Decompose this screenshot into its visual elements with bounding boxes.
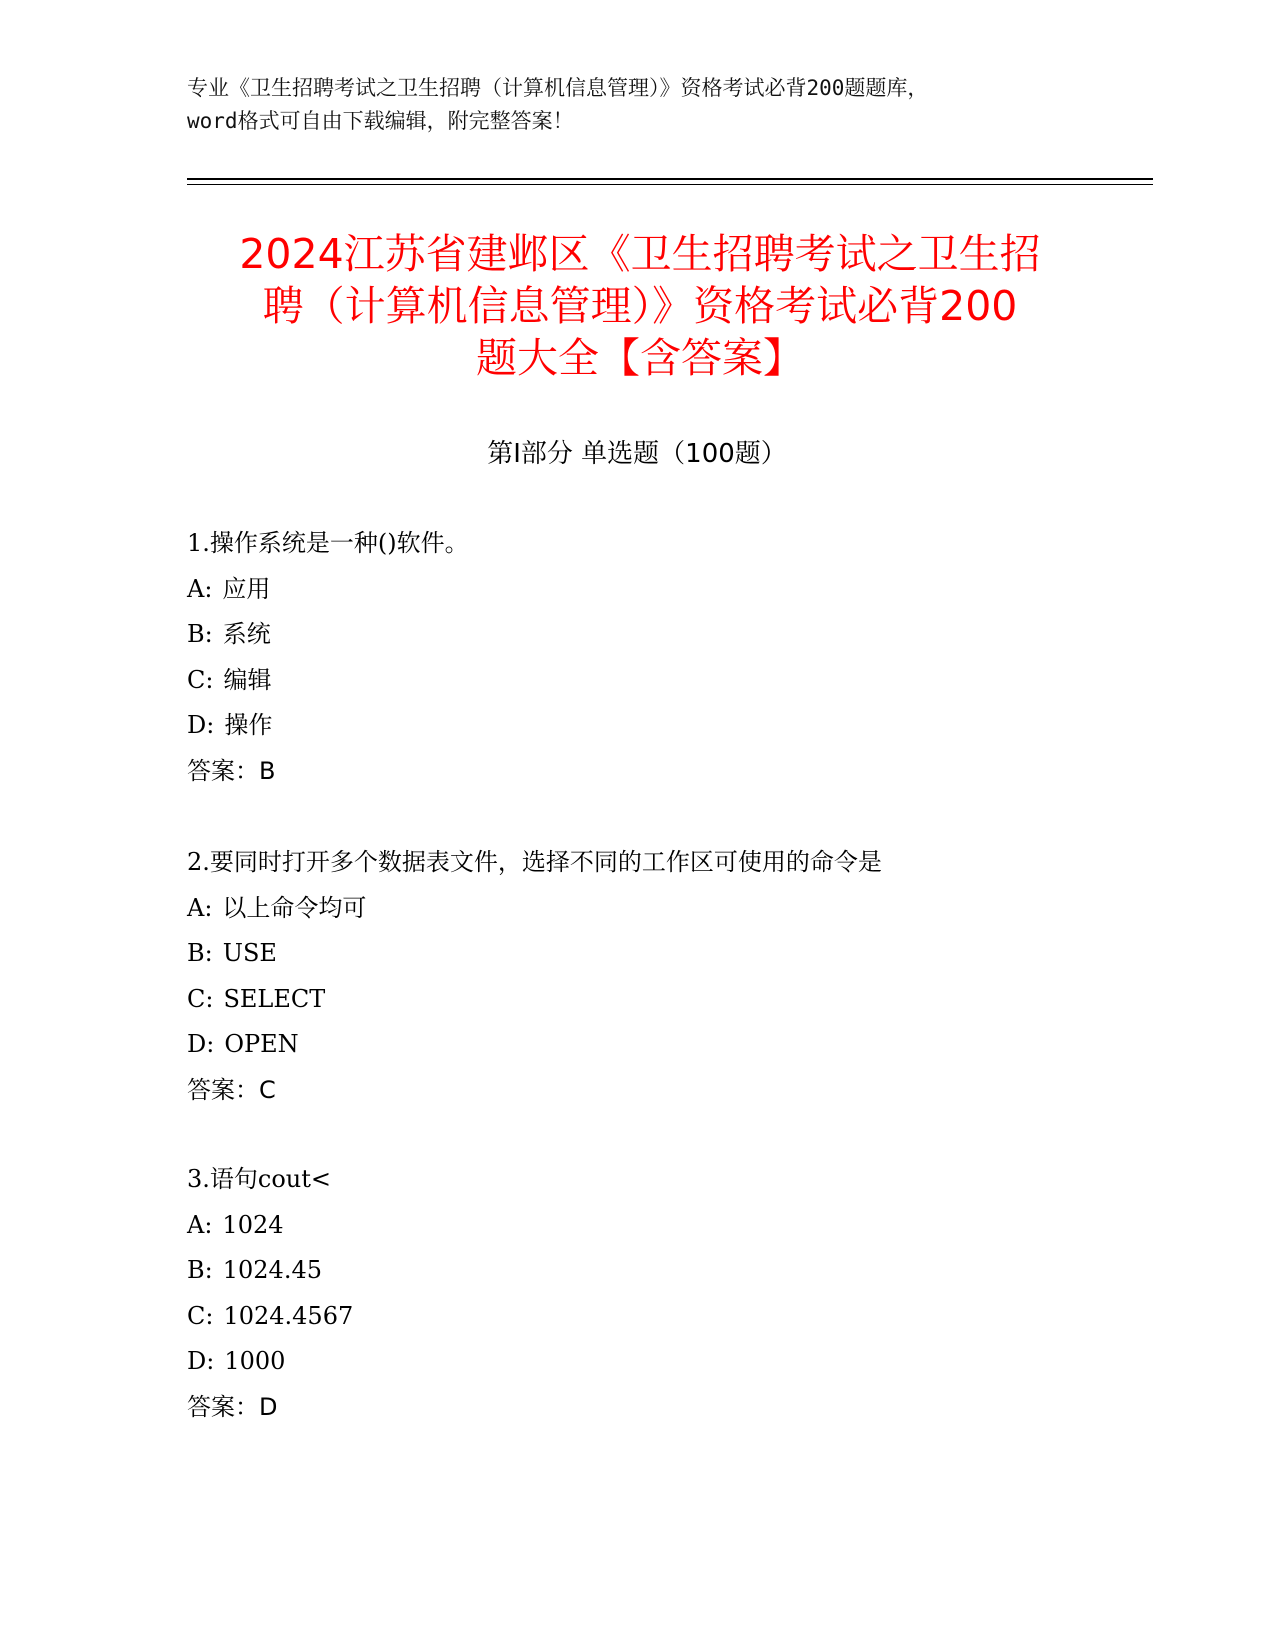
header-divider-thin: [187, 184, 1153, 185]
option-text: 应用: [222, 574, 271, 603]
answer-line: 答案：B: [187, 756, 276, 785]
title-line-3: 题大全【含答案】: [476, 334, 804, 382]
answer-line: 答案：C: [187, 1075, 276, 1104]
option-letter: B:: [187, 1256, 213, 1284]
option-letter: A:: [187, 1210, 213, 1239]
option-text: 1000: [224, 1347, 286, 1375]
option-b: [187, 1248, 1137, 1294]
option-letter: D:: [187, 1030, 215, 1058]
option-b: [187, 931, 1137, 977]
option-letter: C:: [187, 1301, 214, 1330]
title-line-1: 2024江苏省建邺区《卫生招聘考试之卫生招: [239, 230, 1041, 278]
option-d: [187, 703, 1137, 749]
question-stem: 1.操作系统是一种()软件。: [187, 529, 469, 557]
option-c: [187, 977, 1137, 1023]
option-text: 1024.4567: [223, 1301, 354, 1330]
option-text: USE: [222, 939, 277, 967]
option-letter: C:: [187, 665, 214, 694]
header-divider-thick: [187, 178, 1153, 180]
option-a: [187, 1203, 1137, 1249]
option-text: 操作: [224, 711, 273, 739]
question-3: [187, 1157, 1137, 1430]
answer-line: 答案：D: [187, 1392, 278, 1421]
question-2: [187, 840, 1137, 1113]
option-letter: B:: [187, 939, 213, 967]
document-title: [170, 228, 1110, 384]
option-text: 编辑: [223, 665, 272, 694]
option-b: [187, 612, 1137, 658]
option-c: [187, 1294, 1137, 1340]
option-text: SELECT: [223, 984, 326, 1013]
option-letter: A:: [187, 893, 213, 922]
section-heading: 第Ⅰ部分 单选题（100题）: [487, 439, 787, 469]
option-text: 以上命令均可: [222, 893, 367, 922]
option-d: [187, 1022, 1137, 1068]
title-line-2: 聘（计算机信息管理）》资格考试必背200: [262, 282, 1018, 330]
question-stem: 2.要同时打开多个数据表文件，选择不同的工作区可使用的命令是: [187, 848, 882, 876]
option-a: [187, 886, 1137, 932]
option-letter: D:: [187, 711, 215, 739]
option-text: 系统: [222, 620, 271, 648]
option-c: [187, 658, 1137, 704]
option-letter: A:: [187, 574, 213, 603]
header-line-1: 专业《卫生招聘考试之卫生招聘（计算机信息管理）》资格考试必背200题题库，: [187, 76, 929, 100]
question-1: [187, 521, 1137, 794]
question-stem: 3.语句cout<: [187, 1165, 331, 1193]
header-note: [187, 72, 1087, 138]
option-text: 1024: [222, 1210, 284, 1239]
option-text: OPEN: [224, 1030, 299, 1058]
option-letter: C:: [187, 984, 214, 1013]
option-a: [187, 567, 1137, 613]
option-letter: D:: [187, 1347, 215, 1375]
option-letter: B:: [187, 620, 213, 648]
option-d: [187, 1339, 1137, 1385]
header-line-2: word格式可自由下载编辑，附完整答案！: [187, 109, 574, 133]
option-text: 1024.45: [222, 1256, 322, 1284]
